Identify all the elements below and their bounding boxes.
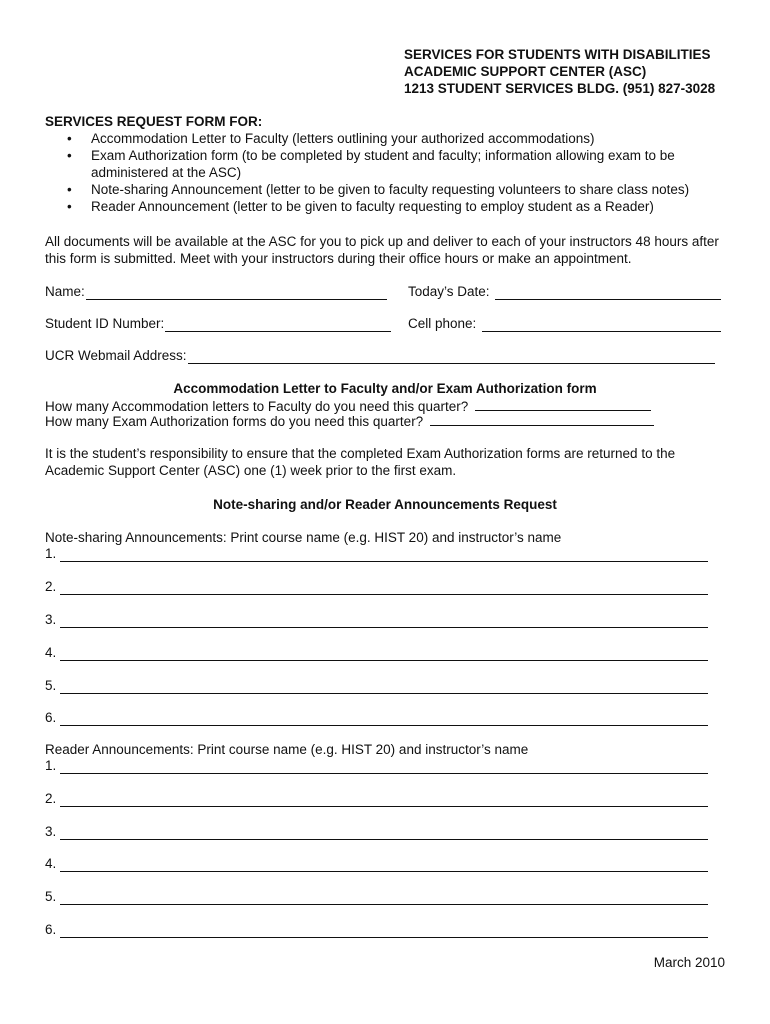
exam-forms-input-line[interactable] [430,412,654,426]
note-sharing-line [45,644,708,661]
reader-input-line[interactable] [60,924,708,938]
cell-phone-field [408,315,721,332]
reader-line [45,888,708,905]
line-number: 5. [45,678,57,693]
line-number: 6. [45,922,57,937]
reader-line [45,790,708,807]
reader-line [45,823,708,840]
line-number: 1. [45,546,57,561]
line-number: 4. [45,645,57,660]
services-list-item: • Note-sharing Announcement (letter to be given to faculty requesting volunteers to share class notes) [45,181,725,198]
webmail-label: UCR Webmail Address: [45,348,187,363]
office-header [404,46,715,97]
exam-forms-question [45,412,654,430]
reader-input-line[interactable] [60,793,708,807]
revision-date: March 2010 [653,955,725,970]
reader-instructions: Reader Announcements: Print course name (e.g. HIST 20) and instructor’s name [45,742,529,757]
responsibility-note: It is the student’s responsibility to ensure that the completed Exam Authorization forms are returned to the Academic Support Center (ASC) one (1) week prior to the first exam. [45,446,676,478]
note-sharing-input-line[interactable] [60,581,708,595]
reader-line [45,757,708,774]
header-line-2: ACADEMIC SUPPORT CENTER (ASC) [404,64,647,79]
student-id-field [45,315,391,332]
reader-line [45,855,708,872]
services-list-item: • Reader Announcement (letter to be given to faculty requesting to employ student as a Reader) [45,198,725,215]
webmail-field [45,347,715,364]
note-sharing-input-line[interactable] [60,712,708,726]
line-number: 3. [45,824,57,839]
note-sharing-line [45,677,708,694]
name-input-line[interactable] [86,286,387,300]
services-list-item: • Exam Authorization form (to be completed by student and faculty; information allowing exam to be administered at the ASC) [45,147,725,181]
reader-line [45,921,708,938]
student-id-label: Student ID Number: [45,316,165,331]
note-sharing-line [45,545,708,562]
note-sharing-instructions: Note-sharing Announcements: Print course name (e.g. HIST 20) and instructor’s name [45,530,562,545]
reader-input-line[interactable] [60,826,708,840]
note-sharing-line [45,578,708,595]
note-sharing-input-line[interactable] [60,548,708,562]
line-number: 1. [45,758,57,773]
todays-date-field [408,283,721,300]
line-number: 4. [45,856,57,871]
accommodation-section-title: Accommodation Letter to Faculty and/or Exam Authorization form [173,381,597,396]
webmail-input-line[interactable] [188,350,715,364]
name-field [45,283,387,300]
todays-date-input-line[interactable] [495,286,721,300]
reader-input-line[interactable] [60,858,708,872]
header-line-1: SERVICES FOR STUDENTS WITH DISABILITIES [404,47,711,62]
line-number: 2. [45,579,57,594]
services-request-title: SERVICES REQUEST FORM FOR: [45,114,263,129]
line-number: 3. [45,612,57,627]
student-id-input-line[interactable] [165,318,391,332]
cell-phone-label: Cell phone: [408,316,477,331]
announcements-section-title: Note-sharing and/or Reader Announcements Request [213,497,557,512]
line-number: 5. [45,889,57,904]
note-sharing-line [45,611,708,628]
note-sharing-line [45,709,708,726]
services-list [45,130,725,215]
cell-phone-input-line[interactable] [482,318,721,332]
name-label: Name: [45,284,85,299]
line-number: 6. [45,710,57,725]
reader-input-line[interactable] [60,891,708,905]
accommodation-letters-label: How many Accommodation letters to Faculty do you need this quarter? [45,399,469,414]
note-sharing-input-line[interactable] [60,680,708,694]
header-line-3: 1213 STUDENT SERVICES BLDG. (951) 827-3028 [404,81,716,96]
exam-forms-label: How many Exam Authorization forms do you need this quarter? [45,414,424,429]
intro-paragraph: All documents will be available at the ASC for you to pick up and deliver to each of your instructors 48 hours after this form is submitted. Meet with your instructors during their office hours or make an appointment. [45,234,719,266]
services-list-item: • Accommodation Letter to Faculty (letters outlining your authorized accommodations) [45,130,725,147]
note-sharing-input-line[interactable] [60,614,708,628]
note-sharing-input-line[interactable] [60,647,708,661]
todays-date-label: Today’s Date: [408,284,490,299]
reader-input-line[interactable] [60,760,708,774]
accommodation-letters-input-line[interactable] [475,397,651,411]
line-number: 2. [45,791,57,806]
